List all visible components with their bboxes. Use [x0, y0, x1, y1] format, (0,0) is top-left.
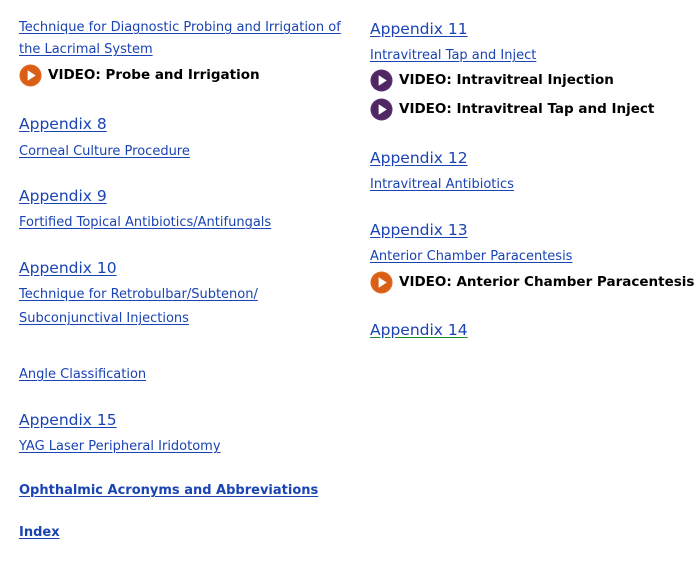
link-retrobulbar-line1[interactable]: Technique for Retrobulbar/Subtenon/ [19, 287, 258, 302]
link-anterior-chamber[interactable]: Anterior Chamber Paracentesis [370, 249, 573, 264]
video-anterior-row[interactable] [370, 270, 694, 294]
link-appendix-12[interactable]: Appendix 12 [370, 149, 468, 167]
link-appendix-14[interactable]: Appendix 14 [370, 321, 468, 339]
link-corneal-culture[interactable]: Corneal Culture Procedure [19, 144, 190, 159]
link-index[interactable]: Index [19, 525, 60, 540]
video-probe-label[interactable]: VIDEO: Probe and Irrigation [48, 67, 260, 83]
play-icon[interactable] [19, 64, 42, 87]
video-probe-row[interactable] [19, 63, 260, 87]
play-icon[interactable] [370, 69, 393, 92]
link-angle-classification[interactable]: Angle Classification [19, 367, 147, 382]
link-lacrimal-technique-line2[interactable]: the Lacrimal System [19, 42, 153, 57]
play-icon[interactable] [370, 98, 393, 121]
link-yag-laser[interactable]: YAG Laser Peripheral Iridotomy [19, 439, 221, 454]
link-fortified-antibiotics[interactable]: Fortified Topical Antibiotics/Antifungals [19, 215, 272, 230]
link-appendix-13[interactable]: Appendix 13 [370, 221, 468, 239]
link-appendix-8[interactable]: Appendix 8 [19, 115, 107, 133]
link-appendix-15[interactable]: Appendix 15 [19, 411, 117, 429]
link-intravitreal-antibiotics[interactable]: Intravitreal Antibiotics [370, 177, 514, 192]
link-intravitreal-tap[interactable]: Intravitreal Tap and Inject [370, 48, 537, 63]
video-tap-inject-label[interactable]: VIDEO: Intravitreal Tap and Inject [399, 101, 655, 117]
link-appendix-10[interactable]: Appendix 10 [19, 259, 117, 277]
link-appendix-11[interactable]: Appendix 11 [370, 20, 468, 38]
link-acronyms[interactable]: Ophthalmic Acronyms and Abbreviations [19, 483, 319, 498]
video-anterior-label[interactable]: VIDEO: Anterior Chamber Paracentesis [399, 274, 694, 290]
video-injection-label[interactable]: VIDEO: Intravitreal Injection [399, 72, 614, 88]
video-tap-inject-row[interactable] [370, 97, 654, 121]
video-injection-row[interactable] [370, 68, 614, 92]
play-icon[interactable] [370, 271, 393, 294]
link-appendix-9[interactable]: Appendix 9 [19, 187, 107, 205]
link-retrobulbar-line2[interactable]: Subconjunctival Injections [19, 311, 189, 326]
link-lacrimal-technique-line1[interactable]: Technique for Diagnostic Probing and Irrigation of [19, 20, 341, 35]
